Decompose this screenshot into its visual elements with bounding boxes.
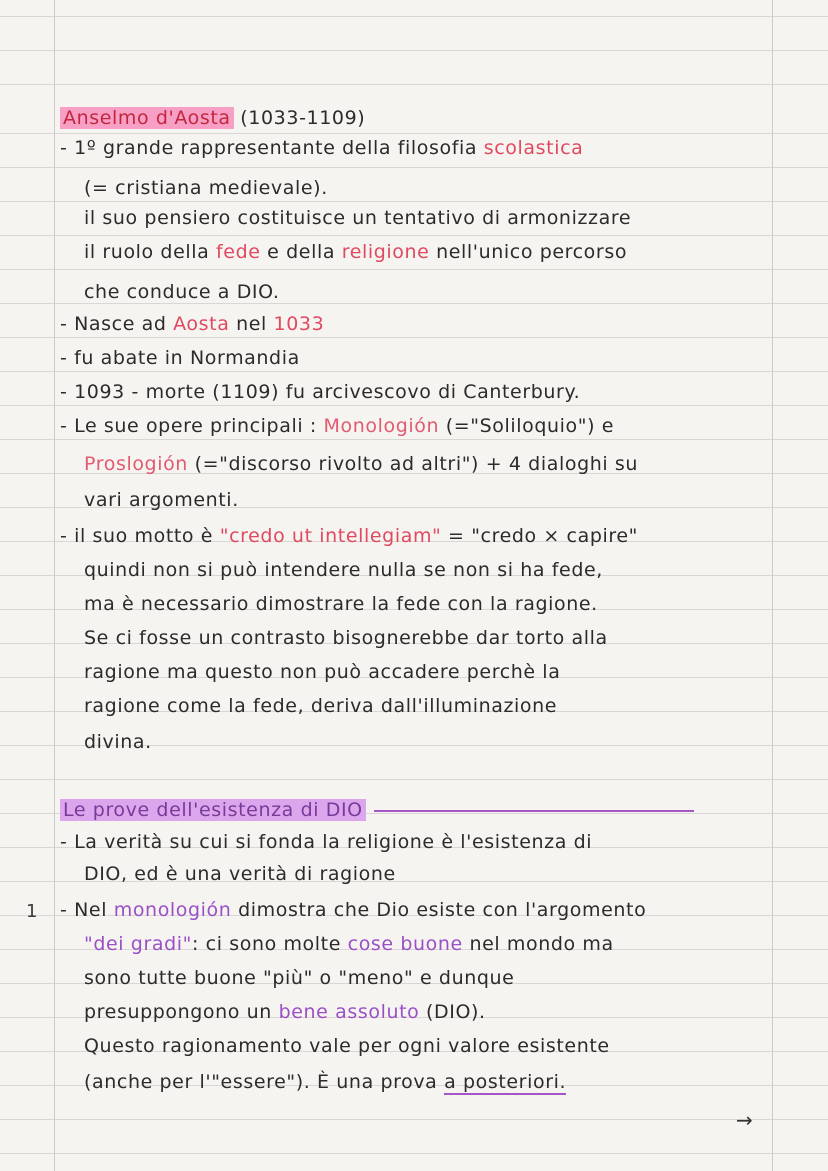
text-line: sono tutte buone "più" o "meno" e dunque — [84, 967, 515, 989]
text-line: vari argomenti. — [84, 489, 239, 511]
text-line: divina. — [84, 731, 152, 753]
text-line: ragione come la fede, deriva dall'illuminazione — [84, 695, 558, 717]
keyword-monologion: Monologión — [323, 415, 440, 437]
text-line — [60, 898, 646, 922]
keyword-aosta: Aosta — [173, 313, 230, 335]
keyword-a-posteriori: a posteriori. — [444, 1071, 567, 1093]
text-line: quindi non si può intendere nulla se non si ha fede, — [84, 559, 603, 581]
text-span: - il suo motto è — [60, 525, 220, 547]
text-span: il ruolo della — [84, 241, 217, 263]
text-line: - La verità su cui si fonda la religione è l'esistenza di — [60, 831, 593, 853]
keyword-1033: 1033 — [273, 313, 325, 335]
text-span: - 1º grande rappresentante della filosofia — [60, 137, 484, 159]
left-margin-line — [54, 0, 55, 1171]
text-line — [84, 1000, 486, 1024]
text-line: DIO, ed è una verità di ragione — [84, 863, 396, 885]
text-line: Questo ragionamento vale per ogni valore esistente — [84, 1035, 610, 1057]
text-span: nel mondo ma — [462, 933, 614, 955]
keyword-dei-gradi: "dei gradi" — [84, 933, 193, 955]
keyword-motto: "credo ut intellegiam" — [219, 525, 442, 547]
keyword-proslogion: Proslogión — [84, 453, 188, 475]
text-span: e della — [260, 241, 342, 263]
text-span: nel — [229, 313, 274, 335]
text-span: : ci sono molte — [192, 933, 348, 955]
text-span: (="discorso rivolto ad altri") + 4 dialoghi su — [187, 453, 639, 475]
text-line — [84, 932, 614, 956]
text-line: - 1093 - morte (1109) fu arcivescovo di Canterbury. — [60, 381, 581, 403]
heading-anselmo-dates: (1033-1109) — [240, 107, 366, 129]
text-line — [60, 136, 583, 160]
text-line: - fu abate in Normandia — [60, 347, 300, 369]
text-span: - Nel — [60, 899, 114, 921]
text-line: che conduce a DIO. — [84, 281, 280, 303]
text-line — [60, 414, 614, 438]
text-line: ma è necessario dimostrare la fede con la ragione. — [84, 593, 598, 615]
text-span: presuppongono un — [84, 1001, 279, 1023]
keyword-fede: fede — [216, 241, 261, 263]
text-span: - Le sue opere principali : — [60, 415, 324, 437]
heading-underline — [374, 810, 694, 812]
text-line: ragione ma questo non può accadere perchè la — [84, 661, 561, 683]
heading-anselmo — [60, 106, 365, 130]
margin-number: 1 — [26, 901, 38, 922]
text-span: = "credo × capire" — [441, 525, 639, 547]
text-line: il suo pensiero costituisce un tentativo di armonizzare — [84, 207, 632, 229]
next-page-arrow-icon: → — [736, 1108, 753, 1132]
text-span: - Nasce ad — [60, 313, 174, 335]
text-line: Se ci fosse un contrasto bisognerebbe dar torto alla — [84, 627, 608, 649]
text-line: (= cristiana medievale). — [84, 177, 328, 199]
text-line — [60, 524, 638, 548]
keyword-religione: religione — [341, 241, 430, 263]
text-line — [60, 312, 324, 336]
heading-prove — [60, 798, 694, 822]
keyword-scolastica: scolastica — [483, 137, 584, 159]
text-span: dimostra che Dio esiste con l'argomento — [231, 899, 647, 921]
text-line — [84, 1070, 566, 1094]
heading-prove-title: Le prove dell'esistenza di DIO — [60, 799, 366, 821]
text-span: nell'unico percorso — [429, 241, 628, 263]
text-line — [84, 240, 627, 264]
heading-anselmo-title: Anselmo d'Aosta — [60, 107, 234, 129]
text-span: (anche per l'"essere"). È una prova — [84, 1071, 445, 1093]
keyword-monologion-2: monologión — [113, 899, 232, 921]
text-span: (DIO). — [419, 1001, 486, 1023]
keyword-cose-buone: cose buone — [347, 933, 463, 955]
right-margin-line — [772, 0, 773, 1171]
text-line — [84, 452, 638, 476]
text-span: (="Soliloquio") e — [439, 415, 615, 437]
keyword-bene-assoluto: bene assoluto — [278, 1001, 420, 1023]
